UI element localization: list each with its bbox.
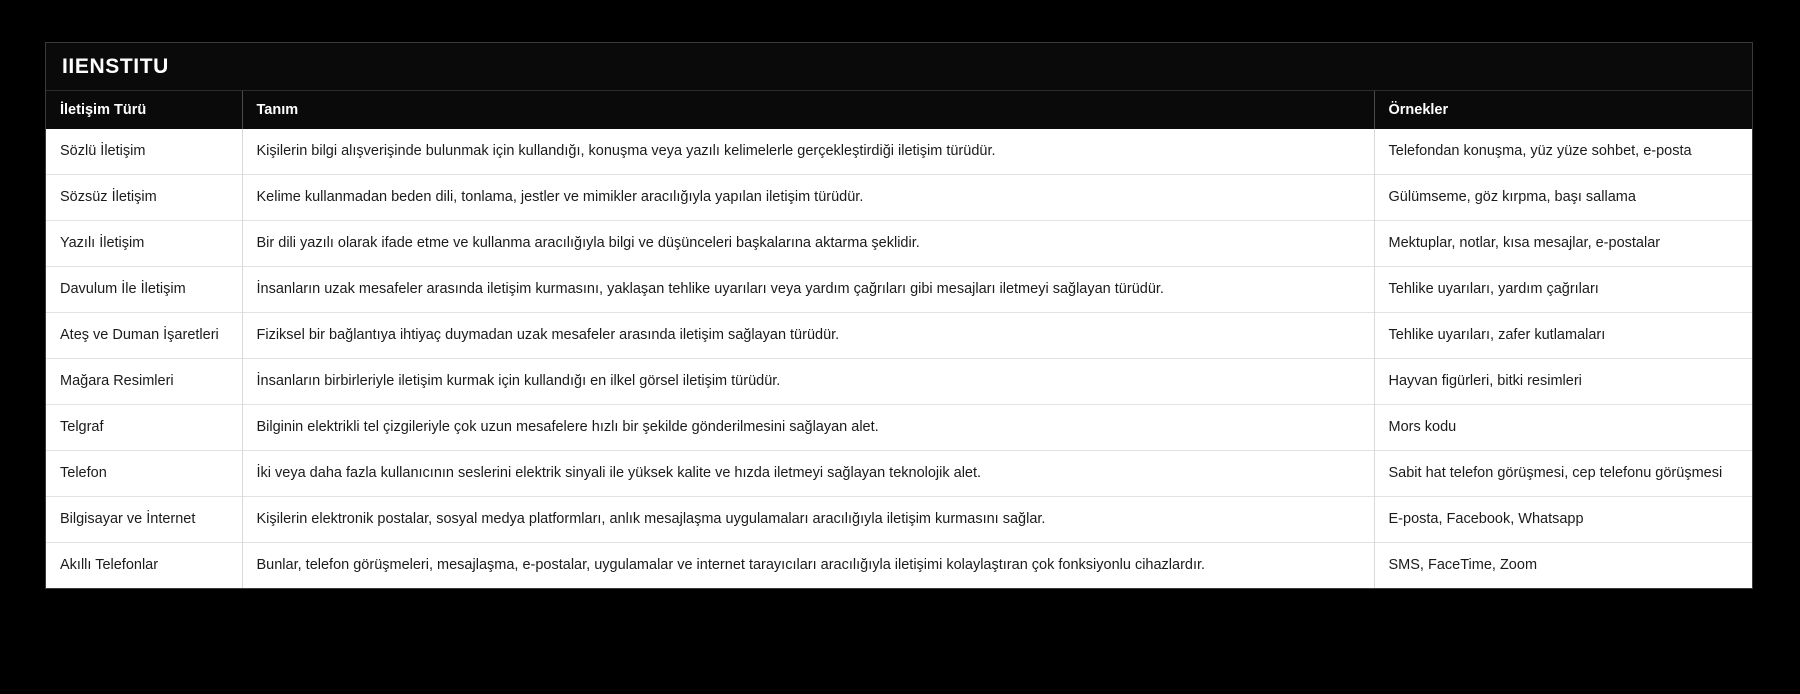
cell-type: Ateş ve Duman İşaretleri xyxy=(46,313,242,359)
cell-examples: Telefondan konuşma, yüz yüze sohbet, e-posta xyxy=(1374,129,1753,175)
table-row xyxy=(46,129,1753,175)
cell-type: Akıllı Telefonlar xyxy=(46,543,242,589)
cell-type: Sözsüz İletişim xyxy=(46,175,242,221)
table-row xyxy=(46,405,1753,451)
cell-type: Bilgisayar ve İnternet xyxy=(46,497,242,543)
cell-definition: Kişilerin elektronik postalar, sosyal medya platformları, anlık mesajlaşma uygulamaları aracılığıyla iletişim kurmasını sağlar. xyxy=(242,497,1374,543)
column-header-type: İletişim Türü xyxy=(46,91,242,129)
column-header-examples: Örnekler xyxy=(1374,91,1753,129)
cell-examples: Tehlike uyarıları, yardım çağrıları xyxy=(1374,267,1753,313)
cell-definition: İnsanların birbirleriyle iletişim kurmak için kullandığı en ilkel görsel iletişim türüdür. xyxy=(242,359,1374,405)
table-row xyxy=(46,359,1753,405)
cell-examples: Mors kodu xyxy=(1374,405,1753,451)
cell-definition: İki veya daha fazla kullanıcının seslerini elektrik sinyali ile yüksek kalite ve hızda iletmeyi sağlayan teknolojik alet. xyxy=(242,451,1374,497)
table-row xyxy=(46,175,1753,221)
cell-examples: Hayvan figürleri, bitki resimleri xyxy=(1374,359,1753,405)
cell-definition: Fiziksel bir bağlantıya ihtiyaç duymadan uzak mesafeler arasında iletişim sağlayan türüdür. xyxy=(242,313,1374,359)
cell-definition: İnsanların uzak mesafeler arasında iletişim kurmasını, yaklaşan tehlike uyarıları veya yardım çağrıları gibi mesajları iletmeyi sağlayan türüdür. xyxy=(242,267,1374,313)
table-body xyxy=(46,129,1753,588)
cell-definition: Bir dili yazılı olarak ifade etme ve kullanma aracılığıyla bilgi ve düşünceleri başkalarına aktarma şeklidir. xyxy=(242,221,1374,267)
cell-examples: E-posta, Facebook, Whatsapp xyxy=(1374,497,1753,543)
table-header-row xyxy=(46,91,1753,129)
table-row xyxy=(46,543,1753,589)
table-row xyxy=(46,267,1753,313)
cell-type: Davulum İle İletişim xyxy=(46,267,242,313)
cell-examples: Tehlike uyarıları, zafer kutlamaları xyxy=(1374,313,1753,359)
cell-definition: Bilginin elektrikli tel çizgileriyle çok uzun mesafelere hızlı bir şekilde gönderilmesini sağlayan alet. xyxy=(242,405,1374,451)
table-row xyxy=(46,221,1753,267)
cell-definition: Kişilerin bilgi alışverişinde bulunmak için kullandığı, konuşma veya yazılı kelimelerle gerçekleştirdiği iletişim türüdür. xyxy=(242,129,1374,175)
cell-examples: Mektuplar, notlar, kısa mesajlar, e-postalar xyxy=(1374,221,1753,267)
cell-type: Mağara Resimleri xyxy=(46,359,242,405)
table-header-row-group xyxy=(46,91,1753,129)
table-row xyxy=(46,313,1753,359)
cell-type: Telefon xyxy=(46,451,242,497)
communication-types-table-card xyxy=(45,42,1753,589)
cell-definition: Bunlar, telefon görüşmeleri, mesajlaşma, e-postalar, uygulamalar ve internet tarayıcıları aracılığıyla iletişimi kolaylaştıran çok fonksiyonlu cihazlardır. xyxy=(242,543,1374,589)
cell-definition: Kelime kullanmadan beden dili, tonlama, jestler ve mimikler aracılığıyla yapılan iletişim türüdür. xyxy=(242,175,1374,221)
cell-type: Telgraf xyxy=(46,405,242,451)
table-row xyxy=(46,451,1753,497)
brand-header xyxy=(46,43,1752,91)
communication-types-table xyxy=(46,91,1753,588)
brand-title: IIENSTITU xyxy=(62,54,169,78)
cell-type: Sözlü İletişim xyxy=(46,129,242,175)
cell-examples: Gülümseme, göz kırpma, başı sallama xyxy=(1374,175,1753,221)
cell-examples: Sabit hat telefon görüşmesi, cep telefonu görüşmesi xyxy=(1374,451,1753,497)
table-row xyxy=(46,497,1753,543)
column-header-definition: Tanım xyxy=(242,91,1374,129)
cell-examples: SMS, FaceTime, Zoom xyxy=(1374,543,1753,589)
cell-type: Yazılı İletişim xyxy=(46,221,242,267)
